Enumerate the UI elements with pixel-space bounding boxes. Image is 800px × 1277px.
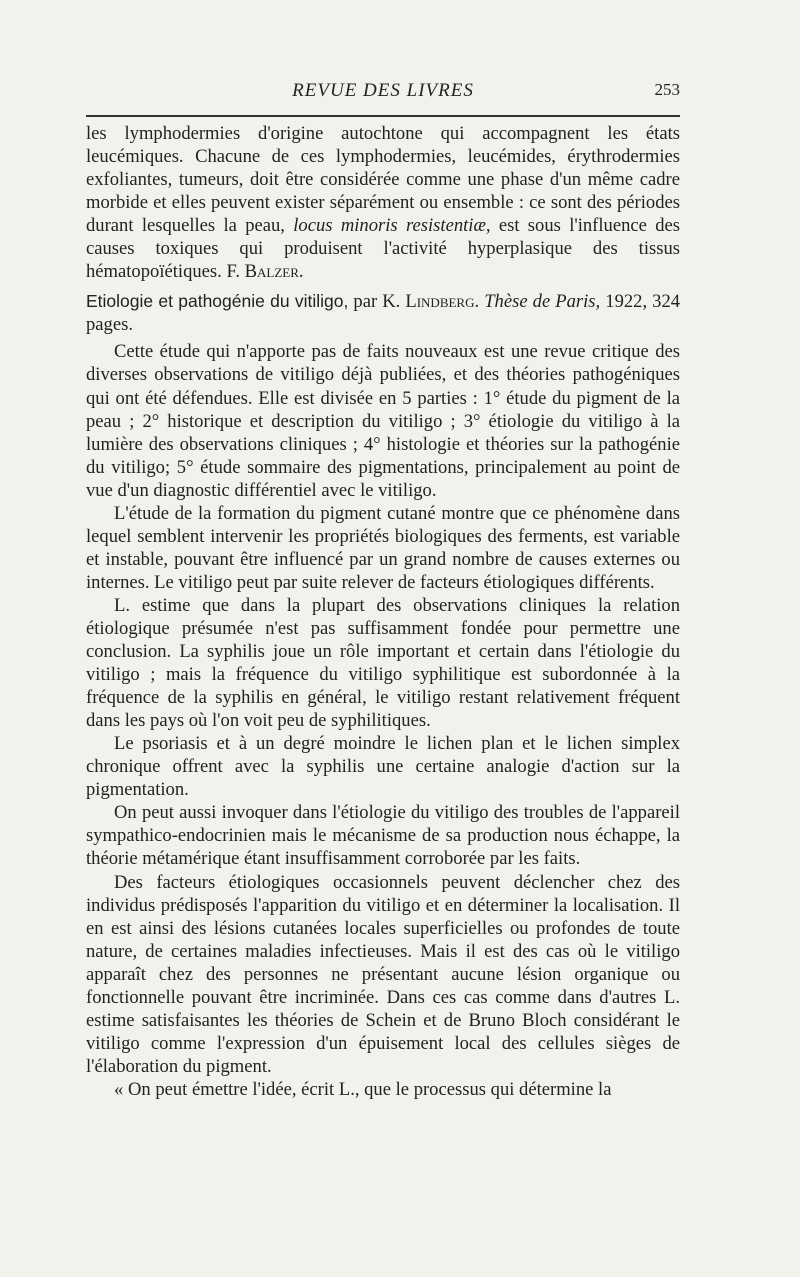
article-source: Thèse de Paris, <box>484 291 601 313</box>
article-details: 1922, 324 pages. <box>86 291 681 336</box>
reviewer-signature: F. Balzer. <box>226 261 304 283</box>
article-title: Etiologie et pathogénie du vitiligo, <box>86 291 349 312</box>
paragraph: Le psoriasis et à un degré moindre le lichen plan et le lichen simplex chronique offrent avec la syphilis une certaine analogie d'action sur la pigmentation. <box>86 733 680 801</box>
paragraph: On peut aussi invoquer dans l'étiologie du vitiligo des troubles de l'appareil sympathico-endocrinien mais le mécanisme de sa production nous échappe, la théorie métamérique étant insuffisamment corroborée par les faits. <box>86 802 680 870</box>
latin-phrase: locus minoris resistentiæ, <box>293 215 491 237</box>
paragraph: Des facteurs étiologiques occasionnels peuvent déclencher chez des individus prédisposés l'apparition du vitiligo et en déterminer la localisation. Il en est ainsi des lésions cutanées locales superficielles ou profondes de toute nature, de certaines maladies infectieuses. Mais il est des cas où le vitiligo apparaît chez des personnes ne présentant aucune lésion organique ou fonctionnelle pouvant être incriminée. Dans ces cas comme dans d'autres L. estime satisfaisantes les théories de Schein et de Bruno Bloch considérant le vitiligo comme l'expression d'un épuisement local des cellules sièges de l'élaboration du pigment. <box>86 871 680 1077</box>
header-rule <box>86 115 680 117</box>
paragraph: Cette étude qui n'apporte pas de faits nouveaux est une revue critique des diverses observations de vitiligo déjà publiées, et des théories pathogéniques qui ont été défendues. Elle est divisée en 5 parties : 1° étude du pigment de la peau ; 2° historique et description du vitiligo ; 3° étiologie du vitiligo à la lumière des observations cliniques ; 4° histologie et théories sur la pathogénie du vitiligo; 5° étude sommaire des pigmentations, principalement au point de vue d'un diagnostic différentiel avec le vitiligo. <box>86 341 680 501</box>
body-text <box>86 122 680 1101</box>
paragraph: L'étude de la formation du pigment cutané montre que ce phénomène dans lequel semblent intervenir les propriétés biologiques des ferments, est variable et instable, pouvant être influencé par un grand nombre de causes externes ou internes. Le vitiligo peut par suite relever de facteurs étiologiques différents. <box>86 502 680 593</box>
article-heading: Etiologie et pathogénie du vitiligo, par K. Lindberg. Thèse de Paris, 1922, 324 pages. <box>86 291 681 336</box>
page-number: 253 <box>654 80 680 99</box>
paragraph: « On peut émettre l'idée, écrit L., que le processus qui détermine la <box>114 1078 612 1100</box>
continuation-paragraph: les lymphodermies d'origine autochtone qui accompagnent les états leucémiques. Chacune de ces lymphodermies, leucémides, érythrodermies exfoliantes, tumeurs, doit être considérée comme une phase d'un même cadre morbide et elles peuvent exister séparément ou ensemble : ce sont des périodes durant lesquelles la peau, locus minoris resistentiæ, est sous l'influence des causes toxiques qui produisent l'activité hyperplasique des tissus hématopoïétiques. F. Balzer. <box>86 123 680 283</box>
article-author: K. Lindberg. <box>382 291 480 313</box>
running-title: REVUE DES LIVRES <box>292 80 474 101</box>
page-header <box>86 80 680 102</box>
paragraph: L. estime que dans la plupart des observations cliniques la relation étiologique présumée n'est pas suffisamment fondée pour permettre une conclusion. La syphilis joue un rôle important et certain dans l'étiologie du vitiligo ; mais la fréquence du vitiligo syphilitique est subordonnée à la fréquence de la syphilis en général, le vitiligo restant relativement fréquent dans les pays où l'on voit peu de syphilitiques. <box>86 594 680 732</box>
